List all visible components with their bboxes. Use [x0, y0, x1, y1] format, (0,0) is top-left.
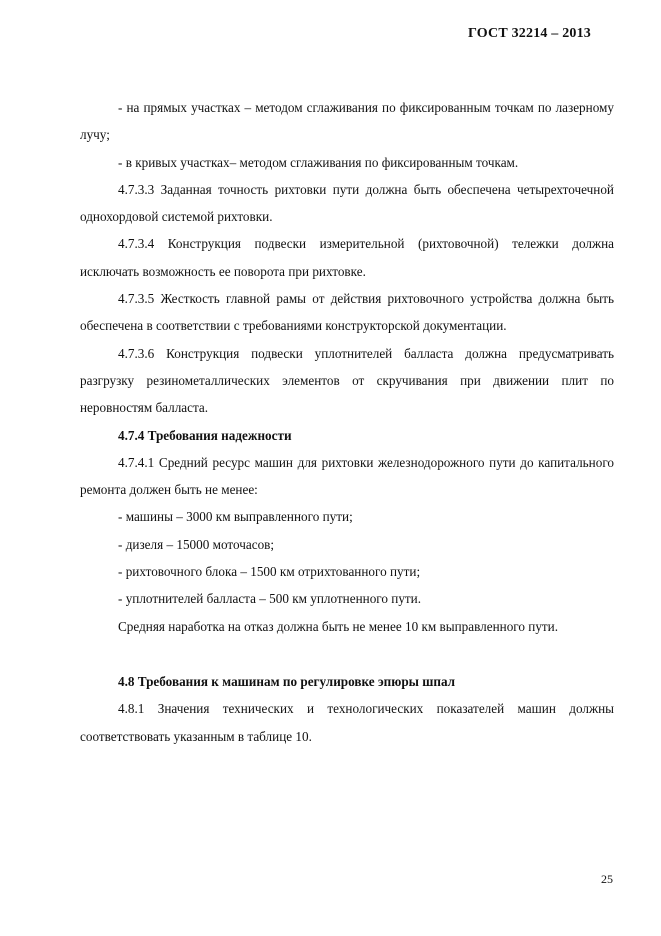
paragraph-4-7-3-6: 4.7.3.6 Конструкция подвески уплотнителей балласта должна предусматривать разгрузку резинометаллических элементов от скручивания при движении плит по неровностям балласта.	[80, 345, 614, 416]
page-number: 25	[601, 872, 613, 886]
list-item-ballast-compactors: - уплотнителей балласта – 500 км уплотненного пути.	[118, 591, 422, 607]
paragraph-4-8-1: 4.8.1 Значения технических и технологических показателей машин должны соответствовать указанным в таблице 10.	[80, 701, 614, 744]
paragraph-straight-sections: - на прямых участках – методом сглаживания по фиксированным точкам по лазерному лучу;	[80, 100, 614, 143]
list-item-machine: - машины – 3000 км выправленного пути;	[118, 509, 353, 525]
paragraph-4-7-3-4: 4.7.3.4 Конструкция подвески измерительной (рихтовочной) тележки должна исключать возможность ее поворота при рихтовке.	[80, 236, 614, 279]
paragraph-mtbf: Средняя наработка на отказ должна быть не менее 10 км выправленного пути.	[118, 618, 559, 634]
document-body	[80, 94, 614, 750]
paragraph-4-7-3-3: 4.7.3.3 Заданная точность рихтовки пути должна быть обеспечена четырехточечной однохордовой системой рихтовки.	[80, 181, 614, 225]
section-heading-4-8: 4.8 Требования к машинам по регулировке эпюры шпал	[118, 673, 456, 689]
section-heading-reliability: 4.7.4 Требования надежности	[118, 427, 292, 443]
list-item-straightening-block: - рихтовочного блока – 1500 км отрихтованного пути;	[118, 564, 421, 580]
paragraph-4-7-4-1: 4.7.4.1 Средний ресурс машин для рихтовки железнодорожного пути до капитального ремонта должен быть не менее:	[80, 454, 614, 498]
paragraph-4-7-3-5: 4.7.3.5 Жесткость главной рамы от действия рихтовочного устройства должна быть обеспечена в соответствии с требованиями конструкторской документации.	[80, 291, 614, 334]
paragraph-curved-sections: - в кривых участках– методом сглаживания по фиксированным точкам.	[118, 154, 519, 170]
list-item-diesel: - дизеля – 15000 моточасов;	[118, 536, 275, 552]
document-header: ГОСТ 32214 – 2013	[468, 26, 591, 41]
section-spacer	[80, 640, 614, 668]
